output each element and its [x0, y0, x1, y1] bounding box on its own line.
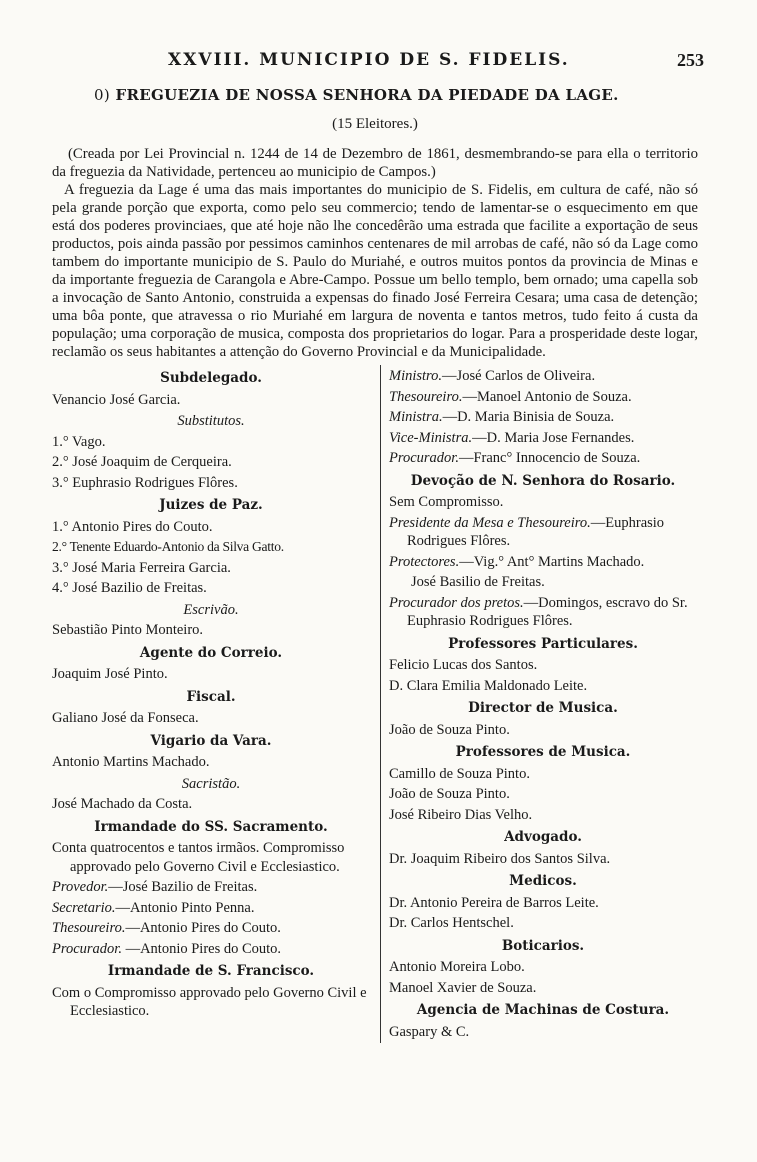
francisco-officer: Vice-Ministra.—D. Maria Jose Fernandes.	[389, 429, 635, 446]
heading-boticarios: Boticarios.	[501, 937, 585, 954]
heading-sacristao: Sacristão.	[181, 775, 241, 792]
subdelegado-name: Venancio José Garcia.	[52, 391, 181, 408]
juiz-entry: 2.° Tenente Eduardo-Antonio da Silva Gatto.	[52, 539, 284, 554]
rosario-presidente: Presidente da Mesa e Thesoureiro.—Euphrasio Rodrigues Flôres.	[389, 514, 665, 549]
francisco-officer: Procurador.—Franc° Innocencio de Souza.	[389, 450, 641, 466]
substituto-entry: 3.° Euphrasio Rodrigues Flôres.	[52, 474, 238, 491]
heading-irmandade-sacramento: Irmandade do SS. Sacramento.	[94, 818, 328, 835]
heading-director-musica: Director de Musica.	[468, 700, 618, 716]
running-title: XXVIII. MUNICIPIO DE S. FIDELIS.	[168, 50, 570, 70]
professor-entry: Felicio Lucas dos Santos.	[389, 657, 538, 673]
heading-escrivao: Escrivão.	[183, 601, 239, 618]
sacramento-description: Conta quatrocentos e tantos irmãos. Compromisso approvado pelo Governo Civil e Ecclesiastico.	[52, 840, 345, 875]
rosario-protectores: Protectores.—Vig.° Ant° Martins Machado.	[389, 553, 645, 570]
substituto-entry: 2.° José Joaquim de Cerqueira.	[52, 454, 232, 470]
heading-juizes: Juizes de Paz.	[159, 497, 263, 513]
juiz-entry: 3.° José Maria Ferreira Garcia.	[52, 559, 231, 576]
sacramento-officer: Thesoureiro.—Antonio Pires do Couto.	[52, 920, 281, 936]
heading-devocao-rosario: Devoção de N. Senhora do Rosario.	[410, 472, 676, 489]
substituto-entry: 1.° Vago.	[52, 433, 106, 450]
costura-agency: Gaspary & C.	[389, 1023, 470, 1040]
advogado-name: Dr. Joaquim Ribeiro dos Santos Silva.	[389, 850, 611, 867]
professor-entry: D. Clara Emilia Maldonado Leite.	[389, 677, 588, 694]
heading-professores-musica: Professores de Musica.	[455, 744, 631, 760]
juiz-entry: 4.° José Bazilio de Freitas.	[52, 580, 207, 596]
section-number: 0)	[94, 86, 110, 104]
fiscal-name: Galiano José da Fonseca.	[52, 710, 199, 726]
page-header	[52, 50, 704, 80]
medico-entry: Dr. Carlos Hentschel.	[389, 915, 514, 931]
music-teacher-entry: José Ribeiro Dias Velho.	[389, 806, 533, 823]
music-teacher-entry: Camillo de Souza Pinto.	[389, 765, 530, 782]
page	[52, 50, 704, 1043]
francisco-description: Com o Compromisso approvado pelo Governo Civil e Ecclesiastico.	[52, 984, 367, 1019]
intro-paragraph-creation: (Creada por Lei Provincial n. 1244 de 14 de Dezembro de 1861, desmembrando-se para ella o territorio da freguezia da Natividade, pertenceu ao municipio de Campos.)	[52, 146, 698, 180]
intro-paragraph-description: A freguezia da Lage é uma das mais importantes do municipio de S. Fidelis, em cultura de café, não só pela grande porção que exporta, como pelo seu commercio; tendo de lamentar-se o esquecimento em que está dos poderes provinciaes, que até hoje não lhe concedêrão uma estrada que facilite a exportação de seus productos, pois ainda passão por pessimos caminhos centenares de mil arrobas de café, não só da Lage como tambem do importante municipio de S. Paulo do Muriahé, e outros muitos pontos da provincia de Minas e da importante freguezia de Carangola e Abre-Campo. Possue um bello templo, bem ornado; uma capella sob a invocação de Santo Antonio, construida a expensas do finado José Ferreira Cesara; uma casa de detenção; uma bôa ponte, que atravessa o rio Muriahé em largura de noventa e tantos metros, tudo feito á custa da população; uma corporação de musica, composta dos proprietarios do logar. Para a prosperidade deste logar, reclamão os seus habitantes a attenção do Governo Provincial e da Municipalidade.	[52, 182, 698, 360]
heading-irmandade-francisco: Irmandade de S. Francisco.	[107, 963, 315, 979]
music-teacher-entry: João de Souza Pinto.	[389, 786, 510, 802]
right-column	[381, 365, 697, 1043]
director-name: João de Souza Pinto.	[389, 721, 510, 738]
heading-fiscal: Fiscal.	[186, 688, 236, 705]
heading-advogado: Advogado.	[504, 829, 582, 845]
heading-vigario: Vigario da Vara.	[150, 732, 272, 749]
boticario-entry: Manoel Xavier de Souza.	[389, 979, 537, 996]
rosario-compromisso: Sem Compromisso.	[389, 494, 504, 510]
heading-machinas-costura: Agencia de Machinas de Costura.	[416, 1002, 670, 1018]
correio-name: Joaquim José Pinto.	[52, 666, 168, 682]
medico-entry: Dr. Antonio Pereira de Barros Leite.	[389, 894, 599, 911]
francisco-officer: Thesoureiro.—Manoel Antonio de Souza.	[389, 388, 632, 405]
francisco-officer: Ministra.—D. Maria Binisia de Souza.	[389, 409, 615, 425]
heading-substitutos: Substitutos.	[177, 413, 245, 429]
page-number: 253	[677, 50, 704, 70]
section-title-text: FREGUEZIA DE NOSSA SENHORA DA PIEDADE DA LAGE.	[115, 86, 619, 104]
left-column	[52, 365, 381, 1043]
heading-correio: Agente do Correio.	[139, 644, 283, 661]
francisco-officer: Ministro.—José Carlos de Oliveira.	[389, 368, 596, 384]
vigario-name: Antonio Martins Machado.	[52, 754, 210, 770]
intro	[52, 145, 698, 361]
heading-professores-particulares: Professores Particulares.	[448, 635, 638, 652]
boticario-entry: Antonio Moreira Lobo.	[389, 959, 525, 975]
sacramento-officer: Procurador. —Antonio Pires do Couto.	[52, 940, 282, 957]
juiz-entry: 1.° Antonio Pires do Couto.	[52, 518, 213, 535]
electors-count: (15 Eleitores.)	[332, 116, 418, 132]
sacristao-name: José Machado da Costa.	[52, 796, 193, 812]
directory-columns	[52, 365, 698, 1043]
section-title	[94, 86, 698, 104]
heading-subdelegado: Subdelegado.	[160, 370, 262, 386]
heading-medicos: Medicos.	[509, 873, 577, 889]
sacramento-officer: Secretario.—Antonio Pinto Penna.	[52, 899, 255, 916]
escrivao-name: Sebastião Pinto Monteiro.	[52, 622, 204, 638]
sacramento-officer: Provedor.—José Bazilio de Freitas.	[52, 879, 258, 895]
rosario-procurador: Procurador dos pretos.—Domingos, escravo do Sr. Euphrasio Rodrigues Flôres.	[389, 594, 688, 629]
rosario-protector-2: José Basilio de Freitas.	[411, 574, 545, 590]
